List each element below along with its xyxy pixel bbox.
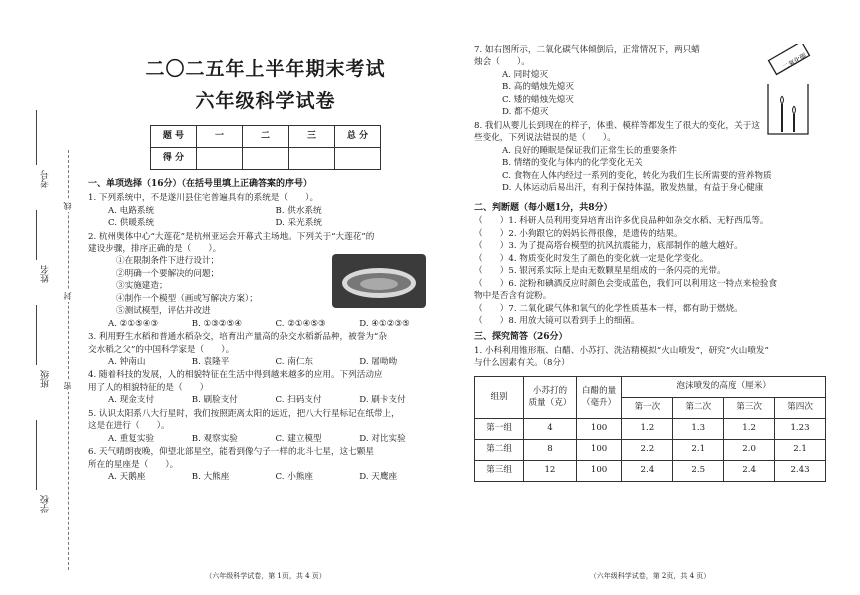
question-6: 6. 天气晴朗夜晚，仰望北部星空，能看到像勺子一样的北斗七星，这七颗星: [88, 447, 374, 458]
xuexiao-label: 学校: [41, 495, 51, 513]
kaohao-line: [36, 110, 37, 165]
q1-options: [88, 217, 443, 229]
score-table: [150, 125, 381, 170]
table-cell: 1.2: [724, 418, 775, 439]
co2-beaker-diagram: [756, 44, 820, 140]
option: C. 南仁东: [275, 357, 314, 368]
xingming-label: 姓名: [41, 265, 51, 283]
score-cell: 一: [197, 126, 243, 148]
table-header-line: 小苏打的: [532, 385, 568, 396]
score-input-cell[interactable]: [197, 148, 243, 170]
table-cell: 1.3: [673, 418, 724, 439]
page-1: [88, 0, 443, 595]
option: B. 情绪的变化与体内的化学变化无关: [502, 158, 643, 169]
question-3: 3. 利用野生水稻和普通水稻杂交，培育出产量高的杂交水稻新品种，被誉为“杂: [88, 332, 387, 343]
option: D. 人体运动后易出汗，有利于保持体温，散发热量，有益于身心健康: [502, 182, 764, 193]
option: C. 扫码支付: [275, 395, 322, 406]
score-cell: 三: [289, 126, 335, 148]
option: B. 观察实验: [191, 433, 238, 444]
judge-item: （ ）2. 小狗跟它的妈妈长得很像，是遗传的结果。: [474, 228, 683, 239]
kaohao-label: 考号: [41, 170, 51, 188]
table-cell: 12: [524, 460, 577, 481]
table-header: 第一次: [622, 397, 673, 418]
table-header: [576, 376, 622, 418]
table-cell: 2.2: [622, 439, 673, 460]
section-3-heading: 三、探究简答（26分）: [474, 331, 568, 342]
q1-options: [88, 205, 443, 217]
q2-step: ②明确一个要解决的问题；: [116, 268, 220, 279]
question-6-cont: 所在的星座是（ ）。: [88, 459, 179, 470]
option: B. ①③②⑤④: [191, 318, 243, 329]
option: D. 屠呦呦: [359, 357, 398, 368]
table-header: 第四次: [775, 397, 826, 418]
option: B. 袁隆平: [191, 357, 230, 368]
seal-xian: 线: [63, 202, 72, 210]
question-1: 1. 下列系统中，不是遂川县住宅普遍具有的系统是（ ）。: [88, 193, 319, 204]
question-3-1-cont: 与什么因素有关。（8分）: [474, 358, 570, 369]
page-footer: （六年级科学试卷，第 2页，共 4 页）: [589, 571, 711, 580]
question-3-1: 1. 小科利用锥形瓶、白醋、小苏打、洗洁精模拟“火山喷发”，研究“火山喷发”: [474, 345, 769, 356]
table-cell: 1.2: [622, 418, 673, 439]
table-cell: 2.4: [622, 460, 673, 481]
seal-mi: 密: [63, 382, 72, 390]
option: D. ④①②③⑤: [359, 318, 410, 329]
question-5: 5. 认识太阳系八大行星时，我们按照距离太阳的远近，把八大行星标记在纸带上，: [88, 408, 400, 419]
seal-feng: 封: [63, 292, 72, 300]
table-cell: 2.5: [673, 460, 724, 481]
score-input-cell[interactable]: [335, 148, 381, 170]
table-header: [524, 376, 577, 418]
table-cell: 第三组: [475, 460, 524, 481]
judge-item: （ ）7. 二氧化碳气体和氧气的化学性质基本一样，都有助于燃烧。: [474, 303, 743, 314]
volcano-data-table: [474, 376, 826, 482]
table-header-line: （毫升）: [581, 398, 617, 409]
score-cell: 二: [243, 126, 289, 148]
option: C. 供暖系统: [108, 218, 155, 229]
table-cell: 8: [524, 439, 577, 460]
beaker-label: 二氧化碳: [781, 51, 808, 72]
binding-margin: [0, 0, 90, 595]
score-cell: 题 号: [151, 126, 197, 148]
stadium-photo: [332, 254, 426, 308]
judge-item: （ ）5. 银河系实际上是由无数颗星星组成的一条闪亮的光带。: [474, 266, 726, 277]
exam-title: 二〇二五年上半年期末考试: [145, 58, 386, 80]
table-cell: 100: [576, 460, 622, 481]
q2-step: ④制作一个模型（画或写解决方案）；: [116, 293, 258, 304]
table-cell: 2.0: [724, 439, 775, 460]
judge-item: （ ）4. 物质变化时发生了颜色的变化就一定是化学变化。: [474, 253, 709, 264]
option: A. 重复实验: [108, 433, 155, 444]
q4-options: [88, 394, 443, 406]
judge-item: （ ）6. 淀粉和碘酒反应时颜色会变成蓝色，我们可以利用这一特点来检验食: [474, 278, 778, 289]
option: D. 天鹰座: [359, 472, 398, 483]
question-4: 4. 随着科技的发展，人的相貌特征在生活中得到越来越多的应用。下列活动应: [88, 370, 383, 381]
judge-item: （ ）3. 为了提高塔台模型的抗风抗震能力，底部制作的越大越好。: [474, 241, 743, 252]
question-2: 2. 杭州奥体中心“大莲花”是杭州亚运会开幕式主场地。下列关于“大莲花”的: [88, 231, 375, 242]
option: D. 都不熄灭: [502, 107, 549, 118]
question-4-cont: 用了人的相貌特征的是（ ）: [88, 382, 209, 393]
page-footer: （六年级科学试卷，第 1页，共 4 页）: [205, 571, 326, 580]
option: A. 钟南山: [108, 357, 146, 368]
xingming-line: [36, 210, 37, 260]
section-1-heading: 一、单项选择（16分）（在括号里填上正确答案的序号）: [88, 179, 313, 190]
table-row: [475, 460, 826, 481]
table-header: 组别: [475, 376, 524, 418]
judge-item: （ ）1. 科研人员利用变异培育出许多优良品种如杂交水稻、无籽西瓜等。: [474, 216, 769, 227]
table-cell: 2.1: [775, 439, 826, 460]
option: C. 食物在人体内经过一系列的变化，转化为我们生长所需要的营养物质: [502, 170, 772, 181]
table-cell: 第一组: [475, 418, 524, 439]
judge-item: （ ）8. 用放大镜可以看到手上的细菌。: [474, 316, 640, 327]
question-7: 7. 如右图所示，二氧化碳气体倾倒后，正常情况下，两只蜡: [474, 45, 700, 55]
question-8-cont: 些变化，下列说法错误的是（ ）。: [474, 133, 616, 144]
q2-options: [88, 318, 443, 330]
option: D. 刷卡支付: [359, 395, 406, 406]
banji-line: [36, 305, 37, 365]
q5-options: [88, 433, 443, 445]
table-header-line: 白醋的量: [581, 385, 617, 396]
score-input-cell[interactable]: [243, 148, 289, 170]
option: A. 良好的睡眠是保证我们正常生长的重要条件: [502, 145, 677, 156]
option: C. 矮的蜡烛先熄灭: [502, 94, 574, 105]
q2-step: ①在限制条件下进行设计；: [116, 256, 220, 267]
table-header: 第二次: [673, 397, 724, 418]
table-row: [475, 439, 826, 460]
judge-item-cont: 物中是否含有淀粉。: [474, 291, 552, 302]
option: A. 同时熄灭: [502, 69, 549, 80]
table-cell: 100: [576, 418, 622, 439]
option: A. 电路系统: [108, 205, 155, 216]
option: B. 高的蜡烛先熄灭: [502, 82, 574, 93]
option: D. 对比实验: [359, 433, 406, 444]
question-5-cont: 这是在进行（ ）。: [88, 421, 170, 432]
table-cell: 4: [524, 418, 577, 439]
table-header: 泡沫喷发的高度（厘米）: [622, 376, 826, 397]
option: B. 大熊座: [191, 472, 230, 483]
q3-options: [88, 356, 443, 368]
option: C. 小熊座: [275, 472, 314, 483]
page-2: [474, 0, 826, 595]
option: B. 供水系统: [275, 205, 322, 216]
table-cell: 第二组: [475, 439, 524, 460]
cut-line: [68, 150, 69, 570]
option: A. 现金支付: [108, 395, 155, 406]
option: C. 建立模型: [275, 433, 322, 444]
table-cell: 2.43: [775, 460, 826, 481]
table-cell: 100: [576, 439, 622, 460]
table-header: 第三次: [724, 397, 775, 418]
question-2-cont: 建设步骤，排序正确的是（ ）。: [88, 243, 222, 254]
option: A. ②①⑤④③: [108, 318, 159, 329]
table-row: [475, 418, 826, 439]
question-7-cont: 烛会（ ）。: [474, 57, 530, 68]
score-input-cell[interactable]: [289, 148, 335, 170]
banji-label: 班级: [41, 370, 51, 388]
q6-options: [88, 471, 443, 483]
table-header-line: 质量（克）: [528, 398, 572, 409]
table-cell: 2.1: [673, 439, 724, 460]
exam-subtitle: 六年级科学试卷: [195, 89, 336, 112]
table-cell: 2.4: [724, 460, 775, 481]
option: C. ②①④⑤③: [275, 318, 326, 329]
question-3-cont: 交水稻之父”的中国科学家是（ ）。: [88, 344, 235, 355]
q2-step: ③实施建造；: [116, 281, 168, 292]
question-8: 8. 我们从婴儿长到现在的样子，体重、模样等都发生了很大的变化，关于这: [474, 120, 760, 131]
xuexiao-line: [36, 420, 37, 490]
option: B. 刷脸支付: [191, 395, 238, 406]
option: D. 采光系统: [275, 218, 322, 229]
table-cell: 1.23: [775, 418, 826, 439]
section-2-heading: 二、判断题（每小题1分，共8分）: [474, 203, 613, 214]
option: A. 天鹅座: [108, 472, 146, 483]
score-cell: 得 分: [151, 148, 197, 170]
score-cell: 总 分: [335, 126, 381, 148]
q2-step: ⑤测试模型，评估并改进: [116, 306, 211, 317]
